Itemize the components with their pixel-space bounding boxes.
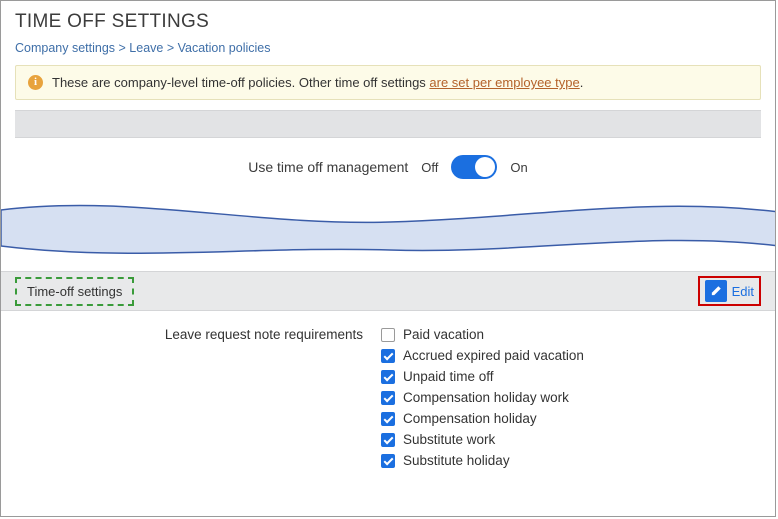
list-item[interactable] — [381, 411, 584, 426]
wave-shape-icon — [1, 200, 776, 258]
list-item[interactable] — [381, 348, 584, 363]
list-item-label: Compensation holiday work — [403, 390, 569, 405]
list-item[interactable] — [381, 453, 584, 468]
list-item[interactable] — [381, 369, 584, 384]
list-item-label: Substitute work — [403, 432, 496, 447]
pencil-icon — [705, 280, 727, 302]
toggle-knob — [475, 157, 495, 177]
info-banner — [15, 65, 761, 100]
leave-request-note-requirements — [1, 311, 775, 468]
info-banner-text — [52, 75, 583, 90]
time-off-management-label: Use time off management — [248, 159, 409, 175]
pencil-glyph — [709, 285, 722, 298]
list-item[interactable] — [381, 327, 584, 342]
page-title: TIME OFF SETTINGS — [15, 11, 210, 32]
employee-type-link[interactable]: are set per employee type — [429, 75, 580, 90]
note-requirements-checklist — [381, 327, 584, 468]
checkbox-paid-vacation[interactable] — [381, 328, 395, 342]
field-label: Leave request note requirements — [164, 327, 363, 342]
content-break-illustration — [1, 200, 775, 258]
list-item[interactable] — [381, 432, 584, 447]
breadcrumb[interactable]: Company settings > Leave > Vacation policies — [15, 41, 271, 55]
info-banner-text-before: These are company-level time-off policies. Other time off settings — [52, 75, 430, 90]
info-icon: i — [28, 75, 43, 90]
time-off-management-toggle[interactable] — [451, 155, 497, 179]
toggle-off-label: Off — [421, 159, 439, 175]
toggle-on-label: On — [510, 159, 528, 175]
list-item-label: Accrued expired paid vacation — [403, 348, 584, 363]
page-header — [1, 1, 775, 55]
section-title: Time-off settings — [15, 277, 134, 306]
list-item-label: Substitute holiday — [403, 453, 510, 468]
time-off-settings-section-bar — [1, 271, 775, 311]
checkbox-compensation-holiday-work[interactable] — [381, 391, 395, 405]
list-item-label: Unpaid time off — [403, 369, 494, 384]
list-item-label: Compensation holiday — [403, 411, 537, 426]
checkbox-unpaid-time-off[interactable] — [381, 370, 395, 384]
checkbox-substitute-work[interactable] — [381, 433, 395, 447]
checkbox-substitute-holiday[interactable] — [381, 454, 395, 468]
list-item-label: Paid vacation — [403, 327, 485, 342]
time-off-management-row — [15, 138, 761, 196]
list-item[interactable] — [381, 390, 584, 405]
info-banner-text-after: . — [579, 75, 584, 90]
checkbox-accrued-expired-paid-vacation[interactable] — [381, 349, 395, 363]
section-divider-band — [15, 110, 761, 138]
edit-button-label: Edit — [731, 283, 754, 299]
checkbox-compensation-holiday[interactable] — [381, 412, 395, 426]
edit-button[interactable] — [698, 276, 761, 306]
